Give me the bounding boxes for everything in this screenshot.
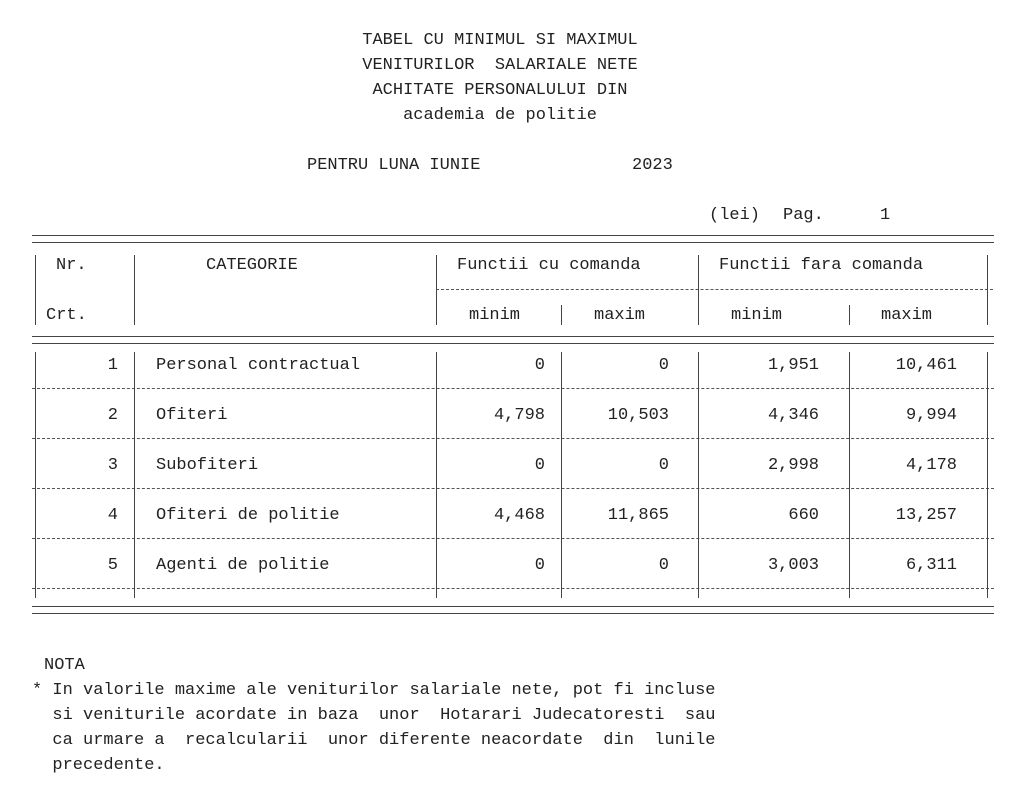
title-line-1: TABEL CU MINIMUL SI MAXIMUL [362,31,638,50]
row-without-min: 3,003 [767,556,819,575]
header-vbar [35,255,36,325]
note-line: ca urmare a recalcularii unor diferente neacordate din lunile [32,731,716,750]
row-without-max: 10,461 [895,356,957,375]
header-vbar [134,255,135,325]
header-functii-cu-comanda: Functii cu comanda [457,256,641,275]
header-crt: Crt. [46,306,87,325]
row-with-max: 0 [658,356,669,375]
row-nr: 1 [107,356,118,375]
header-vbar [436,255,437,325]
row-without-min: 660 [788,506,819,525]
title-line-4: academia de politie [403,106,597,125]
header-with-max: maxim [594,306,646,325]
body-vbar [436,352,437,598]
note-heading: NOTA [44,656,85,675]
row-without-min: 4,346 [767,406,819,425]
row-with-max: 0 [658,456,669,475]
header-vbar [561,305,562,325]
row-without-max: 6,311 [905,556,957,575]
body-vbar [698,352,699,598]
header-without-max: maxim [881,306,933,325]
title-line-3: ACHITATE PERSONALULUI DIN [372,81,628,100]
row-with-min: 0 [534,456,545,475]
note-line: si veniturile acordate in baza unor Hotarari Judecatoresti sau [32,706,716,725]
row-nr: 5 [107,556,118,575]
header-without-min: minim [731,306,783,325]
title-line-2: VENITURILOR SALARIALE NETE [362,56,638,75]
row-with-max: 10,503 [607,406,669,425]
row-nr: 4 [107,506,118,525]
row-nr: 2 [107,406,118,425]
header-functii-fara-comanda: Functii fara comanda [719,256,924,275]
row-with-max: 11,865 [607,506,669,525]
currency-unit: (lei) [709,206,761,225]
row-without-max: 9,994 [905,406,957,425]
row-category: Agenti de politie [156,556,330,575]
header-with-min: minim [469,306,521,325]
row-with-max: 0 [658,556,669,575]
header-vbar [698,255,699,325]
body-vbar [561,352,562,598]
row-without-max: 4,178 [905,456,957,475]
row-nr: 3 [107,456,118,475]
row-without-max: 13,257 [895,506,957,525]
header-group-rule [436,289,993,290]
header-nr: Nr. [56,256,87,275]
header-vbar [987,255,988,325]
row-category: Subofiteri [156,456,259,475]
body-vbar [987,352,988,598]
page-number: 1 [880,206,891,225]
page-label: Pag. [783,206,824,225]
header-category: CATEGORIE [206,256,298,275]
row-with-min: 4,468 [493,506,545,525]
table-bottom-rule [32,606,994,614]
row-with-min: 0 [534,556,545,575]
header-bottom-rule [32,336,994,344]
row-category: Ofiteri de politie [156,506,340,525]
body-vbar [134,352,135,598]
note-line: precedente. [32,756,165,775]
row-without-min: 2,998 [767,456,819,475]
row-category: Personal contractual [156,356,361,375]
period-year: 2023 [632,156,673,175]
row-with-min: 4,798 [493,406,545,425]
row-category: Ofiteri [156,406,228,425]
note-line: * In valorile maxime ale veniturilor salariale nete, pot fi incluse [32,681,716,700]
header-vbar [849,305,850,325]
body-vbar [849,352,850,598]
row-with-min: 0 [534,356,545,375]
row-without-min: 1,951 [767,356,819,375]
period-label: PENTRU LUNA IUNIE [307,156,481,175]
table-top-rule [32,235,994,243]
body-vbar [35,352,36,598]
